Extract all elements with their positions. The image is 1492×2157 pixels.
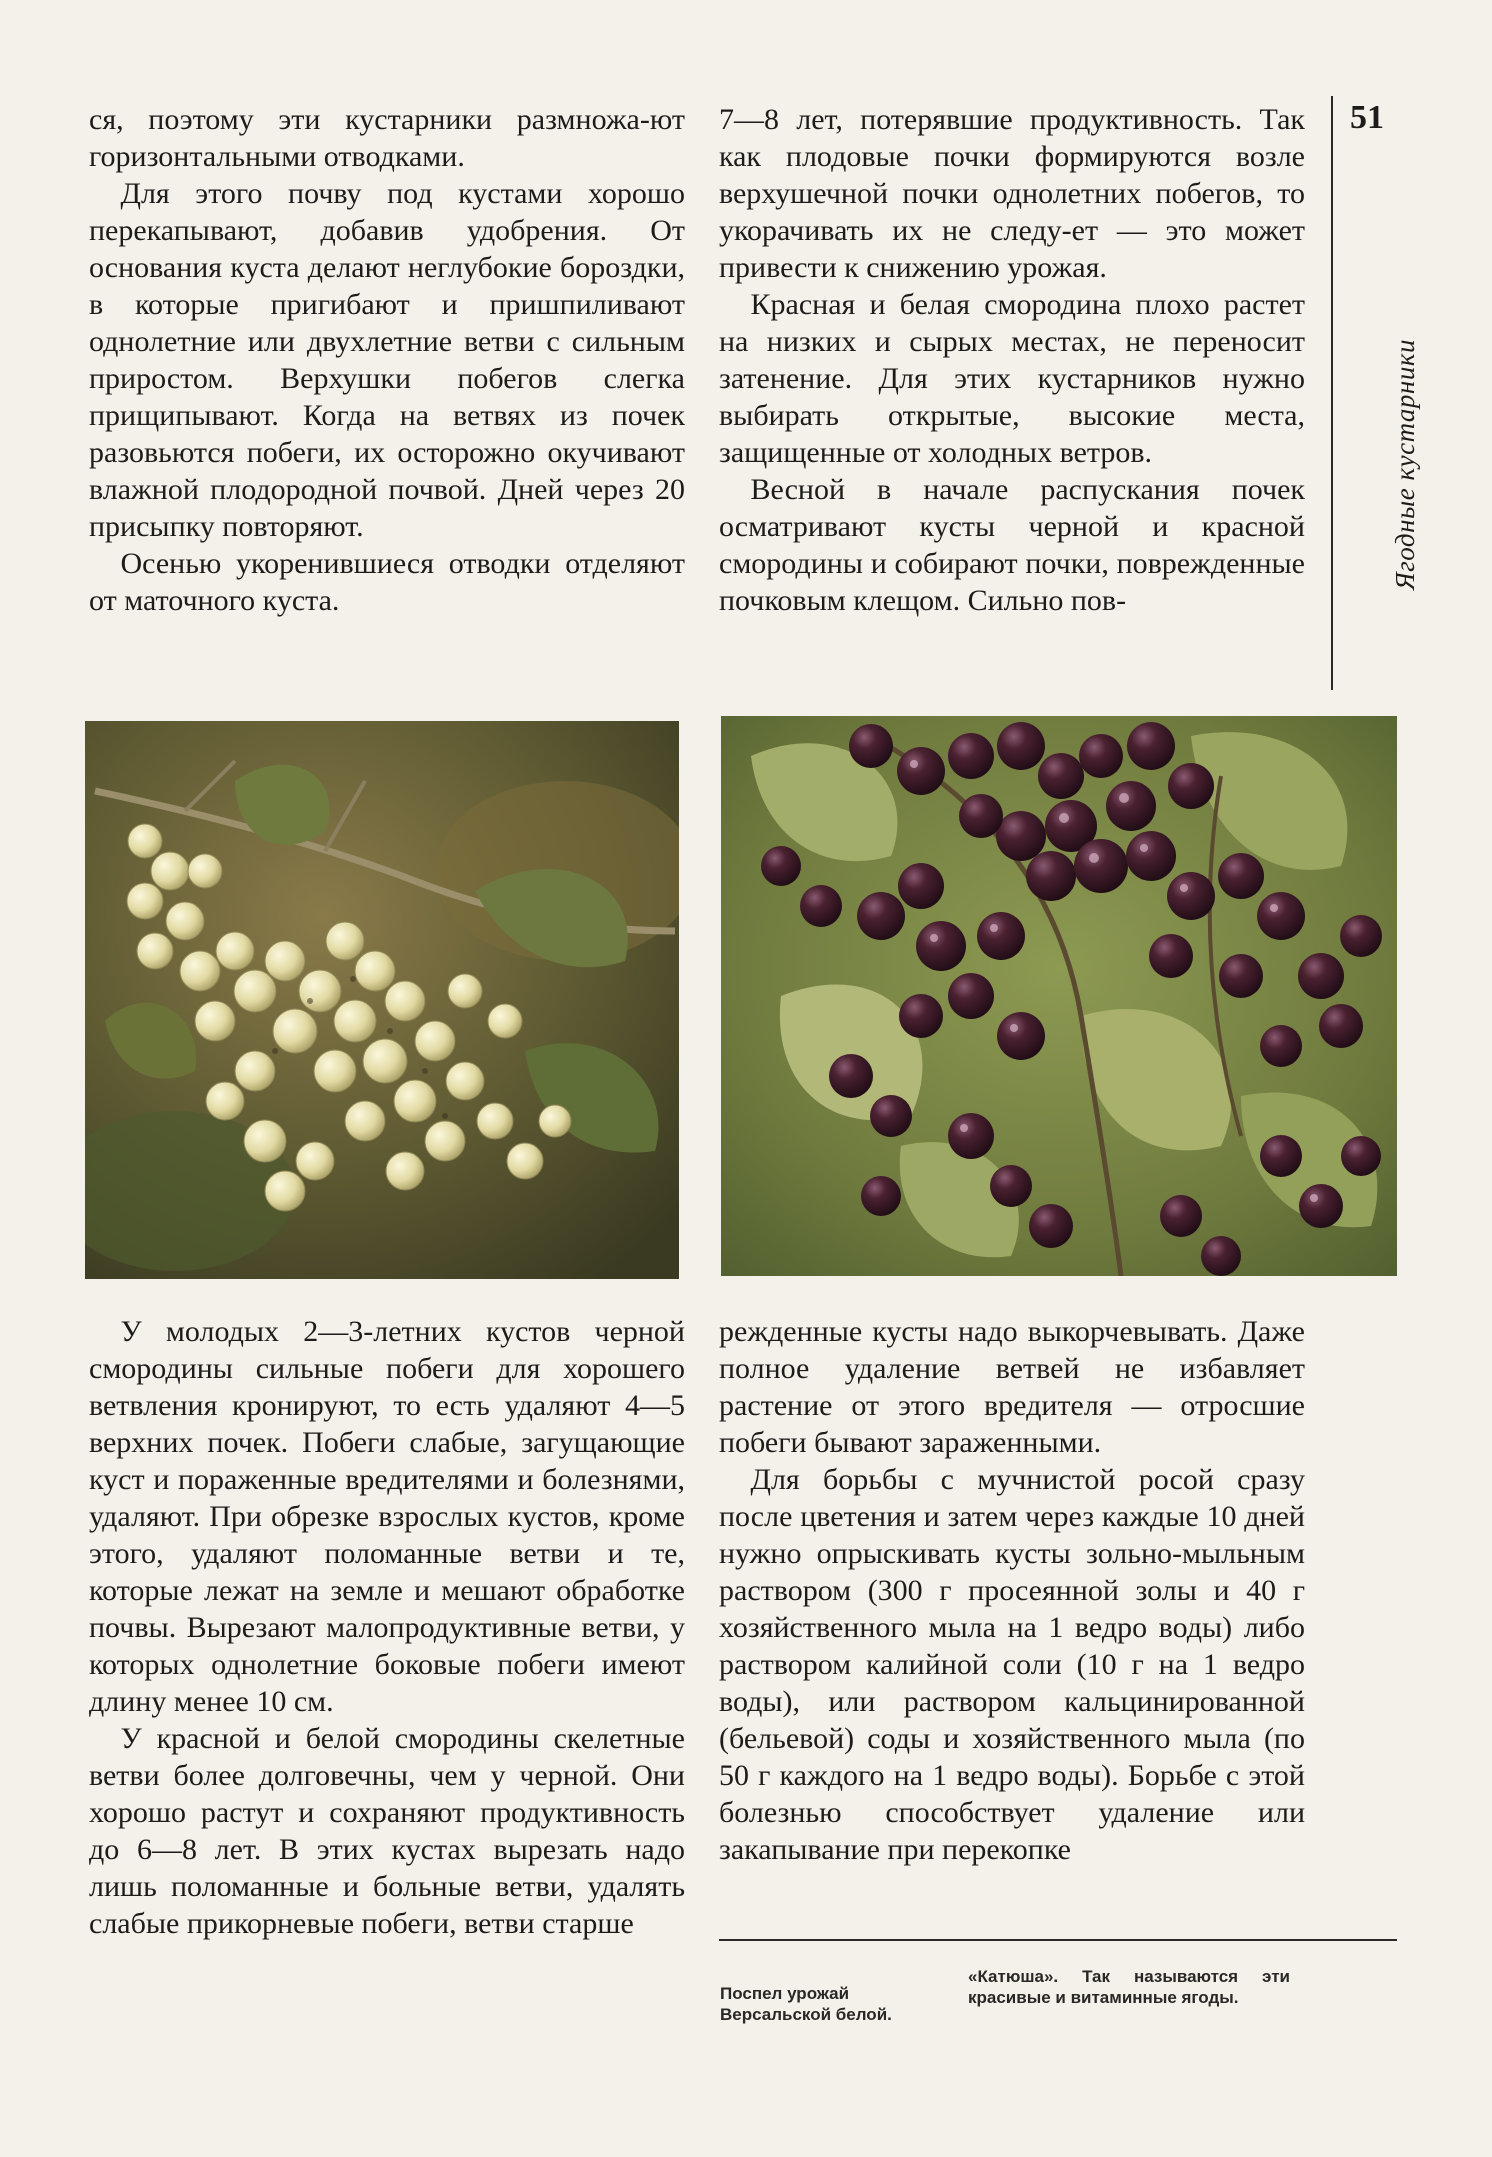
- paragraph: Красная и белая смородина плохо растет на низких и сырых местах, не переносит затенение. Для этих кустарников нужно выбирать открытые, высокие места, защищенные от холодных ветров.: [719, 288, 1305, 469]
- paragraph: ся, поэтому эти кустарники размножа-ют горизонтальными отводками.: [89, 103, 685, 173]
- running-head: Ягодные кустарники: [1390, 339, 1420, 590]
- photo-white-currant: [85, 721, 679, 1279]
- text-column-bottom-right: [719, 1313, 1305, 1868]
- photo-black-currant: [721, 716, 1397, 1276]
- text-column-bottom-left: [89, 1313, 685, 1942]
- header-vertical-rule: [1331, 96, 1333, 690]
- paragraph: 7—8 лет, потерявшие продуктивность. Так как плодовые почки формируются возле верхушечной почки однолетних побегов, то укорачивать их не следу-ет — это может привести к снижению урожая.: [719, 103, 1305, 284]
- paragraph: Осенью укоренившиеся отводки отделяют от маточного куста.: [89, 547, 685, 617]
- caption-rule: [719, 1939, 1397, 1941]
- paragraph: У красной и белой смородины скелетные ветви более долговечны, чем у черной. Они хорошо растут и сохраняют продуктивность до 6—8 лет. В этих кустах вырезать надо лишь поломанные и больные ветви, удалять слабые прикорневые побеги, ветви старше: [89, 1722, 685, 1940]
- paragraph: Для этого почву под кустами хорошо перекапывают, добавив удобрения. От основания куста делают неглубокие бороздки, в которые пригибают и пришпиливают однолетние или двухлетние ветви с сильным приростом. Верхушки побегов слегка прищипывают. Когда на ветвях из почек разовьются побеги, их осторожно окучивают влажной плодородной почвой. Дней через 20 присыпку повторяют.: [89, 177, 685, 543]
- paragraph: Весной в начале распускания почек осматривают кусты черной и красной смородины и собирают почки, поврежденные почковым клещом. Сильно пов-: [719, 473, 1305, 617]
- paragraph: У молодых 2—3-летних кустов черной смородины сильные побеги для хорошего ветвления кронируют, то есть удаляют 4—5 верхних почек. Побеги слабые, загущающие куст и пораженные вредителями и болезнями, удаляют. При обрезке взрослых кустов, кроме этого, удаляют поломанные ветви и те, которые лежат на земле и мешают обработке почвы. Вырезают малопродуктивные ветви, у которых однолетние боковые побеги имеют длину менее 10 см.: [89, 1315, 685, 1718]
- text-column-top-left: [89, 101, 685, 619]
- black-currant-illustration: [721, 716, 1397, 1276]
- text-column-top-right: [719, 101, 1305, 619]
- page-number: 51: [1350, 99, 1384, 136]
- caption-black-currant: «Катюша». Так называются эти красивые и витаминные ягоды.: [968, 1967, 1290, 2007]
- paragraph: режденные кусты надо выкорчевывать. Даже полное удаление ветвей не избавляет растение от этого вредителя — отросшие побеги бывают зараженными.: [719, 1315, 1305, 1459]
- caption-white-currant: Поспел урожай Версальской белой.: [720, 1984, 892, 2024]
- white-currant-illustration: [85, 721, 679, 1279]
- paragraph: Для борьбы с мучнистой росой сразу после цветения и затем через каждые 10 дней нужно опрыскивать кусты зольно-мыльным раствором (300 г просеянной золы и 40 г хозяйственного мыла на 1 ведро воды) либо раствором калийной соли (10 г на 1 ведро воды), или раствором кальцинированной (бельевой) соды и хозяйственного мыла (по 50 г каждого на 1 ведро воды). Борьбе с этой болезнью способствует удаление или закапывание при перекопке: [719, 1463, 1305, 1866]
